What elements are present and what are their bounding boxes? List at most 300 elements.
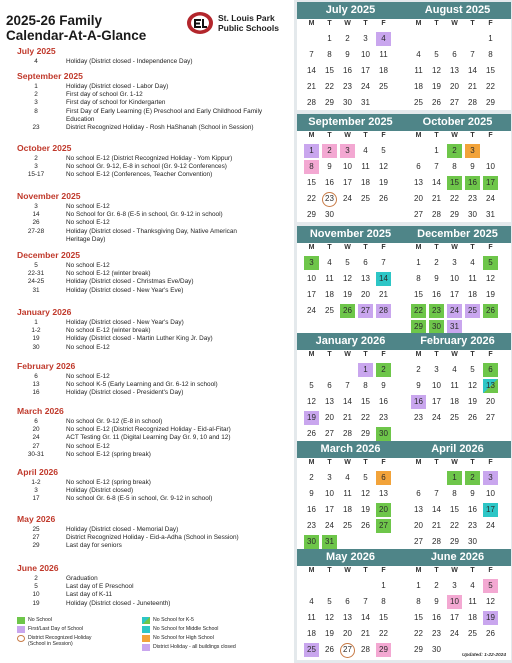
day-cell: 1 — [447, 471, 462, 485]
day-cell: 19 — [379, 178, 388, 187]
day-cell: 11 — [361, 162, 370, 171]
event-text: No school E-12 (Conferences, Teacher Convention) — [66, 171, 213, 179]
weekday-label: M — [308, 459, 315, 466]
legend-swatch — [142, 644, 150, 651]
day-cell: 2 — [345, 34, 350, 43]
day-cell: 23 — [343, 82, 352, 91]
weekday-label: M — [308, 567, 315, 574]
day-cell: 9 — [470, 162, 475, 171]
event-text: No school E-12 — [66, 343, 110, 351]
day-cell: 18 — [343, 505, 352, 514]
day-cell: 10 — [450, 274, 459, 283]
day-cell: 25 — [450, 413, 459, 422]
day-cell: 2 — [465, 471, 480, 485]
event-date: 17 — [32, 495, 40, 503]
day-cell: 5 — [309, 381, 314, 390]
day-cell: 9 — [434, 597, 439, 606]
day-cell: 12 — [307, 397, 316, 406]
event-text: Holiday (District closed - Independence Day) — [66, 58, 193, 65]
weekday-label: F — [488, 351, 493, 358]
day-cell: 30 — [343, 98, 352, 107]
title-line-2: Calendar-At-A-Glance — [6, 28, 147, 43]
day-cell: 7 — [381, 258, 386, 267]
month-heading: October 2025 — [17, 143, 72, 153]
day-cell: 13 — [379, 489, 388, 498]
day-cell: 25 — [304, 643, 319, 657]
day-cell: 22 — [325, 82, 334, 91]
day-cell: 29 — [486, 98, 495, 107]
day-cell: 26 — [432, 98, 441, 107]
legend-label — [28, 626, 83, 632]
day-cell: 16 — [468, 505, 477, 514]
event-text: Last day of E Preschool — [66, 583, 134, 591]
day-cell: 3 — [434, 365, 439, 374]
day-cell: 3 — [363, 34, 368, 43]
day-cell: 23 — [322, 192, 337, 206]
month-header: November 2025 — [297, 226, 404, 243]
weekday-row — [297, 567, 404, 577]
day-cell: 30 — [432, 645, 441, 654]
day-cell: 8 — [363, 381, 368, 390]
day-cell: 20 — [414, 194, 423, 203]
day-cell: 17 — [325, 505, 334, 514]
month-heading: September 2025 — [17, 71, 83, 81]
day-cell: 27 — [414, 210, 423, 219]
month-heading: April 2026 — [17, 467, 59, 477]
weekday-label: M — [415, 132, 422, 139]
day-cell: 4 — [327, 258, 332, 267]
legend-label — [28, 617, 52, 623]
day-cell: 10 — [432, 381, 441, 390]
event-date: 1 — [34, 319, 38, 326]
month-calendar — [404, 441, 511, 549]
legend — [0, 616, 292, 656]
day-cell: 14 — [432, 178, 441, 187]
day-cell: 25 — [379, 82, 388, 91]
day-cell: 23 — [414, 413, 423, 422]
day-cell: 3 — [483, 471, 498, 485]
day-cell: 13 — [343, 613, 352, 622]
day-cell: 29 — [361, 429, 370, 438]
event-date: 8 — [34, 107, 38, 115]
month-calendar — [297, 226, 404, 334]
month-header: July 2025 — [297, 2, 404, 19]
day-cell: 19 — [325, 629, 334, 638]
event-text: Holiday (District closed - Martin Luther King Jr. Day) — [66, 335, 213, 343]
day-cell: 12 — [486, 274, 495, 283]
event-text: No school E-12 — [66, 262, 110, 269]
event-date: 6 — [34, 418, 38, 425]
weekday-label: W — [344, 567, 351, 574]
weekday-label: T — [470, 351, 475, 358]
day-cell: 8 — [416, 274, 421, 283]
day-cell: 19 — [483, 611, 498, 625]
day-cell: 18 — [468, 290, 477, 299]
day-cell: 28 — [307, 98, 316, 107]
event-text: No school E-12 (District Recognized Holiday - Yom Kippur) — [66, 155, 233, 162]
day-cell: 3 — [452, 258, 457, 267]
day-cell: 10 — [325, 489, 334, 498]
day-cell: 6 — [327, 381, 332, 390]
day-cell: 1 — [304, 144, 319, 158]
weekday-label: M — [415, 20, 422, 27]
weekday-label: F — [381, 132, 386, 139]
legend-label — [153, 635, 214, 641]
weekday-label: T — [434, 459, 439, 466]
weekday-label: T — [434, 244, 439, 251]
day-cell: 3 — [304, 256, 319, 270]
day-cell: 16 — [307, 505, 316, 514]
day-cell: 21 — [307, 82, 316, 91]
day-cell: 4 — [416, 50, 421, 59]
day-cell: 11 — [343, 489, 352, 498]
day-cell: 6 — [376, 471, 391, 485]
day-cell: 15 — [361, 397, 370, 406]
day-cell: 19 — [343, 290, 352, 299]
day-cell: 16 — [379, 397, 388, 406]
weekday-row — [297, 459, 404, 469]
day-cell: 30 — [468, 537, 477, 546]
month-header: August 2025 — [404, 2, 511, 19]
day-cell: 24 — [432, 413, 441, 422]
day-cell: 17 — [307, 290, 316, 299]
weekday-label: F — [381, 20, 386, 27]
event-date: 30-31 — [27, 450, 45, 458]
month-header: January 2026 — [297, 333, 404, 350]
day-cell: 7 — [345, 381, 350, 390]
month-header: October 2025 — [404, 114, 511, 131]
day-cell: 7 — [434, 162, 439, 171]
day-cell: 19 — [468, 397, 477, 406]
day-cell: 29 — [325, 98, 334, 107]
day-cell: 21 — [379, 290, 388, 299]
day-cell: 24 — [486, 194, 495, 203]
weekday-label: F — [381, 351, 386, 358]
day-cell: 19 — [304, 411, 319, 425]
day-cell: 8 — [452, 162, 457, 171]
day-cell: 24 — [325, 521, 334, 530]
weekday-label: F — [381, 244, 386, 251]
weekday-label: T — [327, 351, 332, 358]
day-cell: 12 — [361, 489, 370, 498]
day-cell: 1 — [381, 581, 386, 590]
day-cell: 2 — [309, 473, 314, 482]
day-cell: 23 — [379, 413, 388, 422]
legend-label-line: No School — [28, 617, 52, 623]
day-cell: 4 — [309, 597, 314, 606]
day-cell: 2 — [376, 363, 391, 377]
legend-swatch — [17, 626, 25, 633]
day-cell: 7 — [309, 50, 314, 59]
day-cell: 3 — [465, 144, 480, 158]
day-cell: 21 — [432, 194, 441, 203]
day-cell: 9 — [416, 381, 421, 390]
event-date: 23 — [32, 124, 40, 131]
legend-label-line: No School for K-5 — [153, 617, 194, 623]
weekday-label: T — [434, 132, 439, 139]
event-text: No school E-12 — [66, 373, 110, 380]
event-text: Holiday (District closed - New Year's Eve) — [66, 286, 184, 294]
month-header: March 2026 — [297, 441, 404, 458]
weekday-label: T — [434, 20, 439, 27]
day-cell: 11 — [307, 613, 316, 622]
day-cell: 17 — [343, 178, 352, 187]
event-date: 2 — [34, 91, 38, 99]
day-cell: 11 — [468, 597, 477, 606]
legend-label-line: District Holiday - all buildings closed — [153, 644, 236, 650]
event-text: Holiday (District closed - Christmas Eve/Day) — [66, 278, 194, 286]
day-cell: 2 — [322, 144, 337, 158]
day-cell: 5 — [363, 473, 368, 482]
weekday-row — [404, 567, 511, 577]
event-date: 25 — [32, 526, 40, 533]
weekday-label: T — [327, 132, 332, 139]
day-cell: 1 — [488, 34, 493, 43]
weekday-label: W — [344, 459, 351, 466]
day-cell: 8 — [304, 160, 319, 174]
weekday-row — [297, 20, 404, 30]
day-cell: 8 — [416, 597, 421, 606]
weekday-row — [404, 244, 511, 254]
day-cell: 28 — [432, 537, 441, 546]
day-cell: 18 — [468, 613, 477, 622]
day-cell: 14 — [432, 505, 441, 514]
month-header: September 2025 — [297, 114, 404, 131]
day-cell: 24 — [447, 304, 462, 318]
day-cell: 31 — [361, 98, 370, 107]
day-cell: 28 — [343, 429, 352, 438]
day-cell: 18 — [307, 629, 316, 638]
weekday-label: W — [451, 132, 458, 139]
day-cell: 16 — [465, 176, 480, 190]
day-cell: 9 — [434, 274, 439, 283]
weekday-label: W — [451, 459, 458, 466]
day-cell: 16 — [411, 395, 426, 409]
day-cell: 4 — [470, 258, 475, 267]
day-cell: 12 — [379, 162, 388, 171]
day-cell: 17 — [450, 613, 459, 622]
legend-label — [28, 635, 91, 647]
day-cell: 23 — [307, 521, 316, 530]
weekday-label: T — [434, 351, 439, 358]
weekday-label: W — [451, 20, 458, 27]
day-cell: 31 — [447, 320, 462, 334]
day-cell: 15 — [414, 290, 423, 299]
day-cell: 2 — [416, 365, 421, 374]
weekday-label: M — [308, 132, 315, 139]
day-cell: 18 — [414, 82, 423, 91]
day-cell: 3 — [452, 581, 457, 590]
day-cell: 8 — [488, 50, 493, 59]
event-date: 27 — [32, 442, 40, 450]
day-cell: 4 — [452, 365, 457, 374]
day-cell: 8 — [381, 597, 386, 606]
day-cell: 10 — [307, 274, 316, 283]
day-cell: 29 — [450, 210, 459, 219]
day-cell: 19 — [432, 82, 441, 91]
event-date: 2 — [34, 155, 38, 162]
day-cell: 22 — [450, 194, 459, 203]
day-cell: 1 — [358, 363, 373, 377]
weekday-label: M — [308, 20, 315, 27]
legend-label-line: No School for Middle School — [153, 626, 219, 632]
legend-swatch — [17, 635, 25, 642]
day-cell: 24 — [343, 194, 352, 203]
day-cell: 28 — [376, 304, 391, 318]
weekday-label: T — [363, 20, 368, 27]
event-text: Holiday (District closed - President's Day) — [66, 389, 184, 397]
day-cell: 2 — [447, 144, 462, 158]
event-date: 27 — [32, 534, 40, 542]
month-calendar — [297, 333, 404, 441]
event-text: Education — [66, 115, 95, 123]
weekday-label: F — [381, 567, 386, 574]
day-cell: 23 — [468, 194, 477, 203]
day-cell: 3 — [340, 144, 355, 158]
event-date: 20 — [32, 426, 40, 434]
day-cell: 11 — [450, 381, 459, 390]
weekday-label: T — [327, 244, 332, 251]
weekday-label: T — [470, 132, 475, 139]
updated-note: Updated: 1-22-2024 — [462, 653, 506, 658]
month-calendar — [404, 333, 511, 441]
day-cell: 29 — [411, 320, 426, 334]
event-text: No school E-12 (winter break) — [66, 270, 151, 278]
day-cell: 30 — [376, 427, 391, 441]
weekday-label: T — [363, 132, 368, 139]
event-date: 3 — [34, 487, 38, 495]
weekday-row — [297, 244, 404, 254]
day-cell: 26 — [483, 304, 498, 318]
day-cell: 28 — [432, 210, 441, 219]
day-cell: 13 — [483, 379, 498, 393]
district-name-line-2: Public Schools — [218, 23, 279, 33]
weekday-label: F — [488, 20, 493, 27]
day-cell: 15 — [379, 613, 388, 622]
day-cell: 9 — [470, 489, 475, 498]
day-cell: 10 — [486, 162, 495, 171]
day-cell: 28 — [468, 98, 477, 107]
day-cell: 12 — [432, 66, 441, 75]
day-cell: 24 — [450, 629, 459, 638]
day-cell: 1 — [416, 258, 421, 267]
event-text: No school K-5 (Early Learning and Gr. 6-12 in school) — [66, 381, 218, 389]
event-date: 5 — [34, 262, 38, 269]
day-cell: 8 — [452, 489, 457, 498]
event-text: Heritage Day) — [66, 235, 106, 243]
day-cell: 15 — [414, 613, 423, 622]
event-date: 3 — [34, 99, 38, 107]
day-cell: 20 — [376, 503, 391, 517]
event-text: No school E-12 (spring break) — [66, 479, 151, 486]
weekday-label: F — [488, 567, 493, 574]
day-cell: 6 — [416, 162, 421, 171]
weekday-label: W — [451, 567, 458, 574]
event-text: Holiday (District closed) — [66, 487, 134, 495]
day-cell: 16 — [325, 178, 334, 187]
weekday-label: T — [470, 20, 475, 27]
day-cell: 29 — [450, 537, 459, 546]
day-cell: 26 — [340, 304, 355, 318]
day-cell: 12 — [468, 381, 477, 390]
day-cell: 20 — [361, 290, 370, 299]
day-cell: 9 — [381, 381, 386, 390]
day-cell: 16 — [343, 66, 352, 75]
day-cell: 6 — [363, 258, 368, 267]
day-cell: 6 — [452, 50, 457, 59]
day-cell: 24 — [361, 82, 370, 91]
event-date: 1 — [34, 83, 38, 90]
event-date: 1-2 — [31, 479, 41, 486]
day-cell: 20 — [486, 397, 495, 406]
event-date: 19 — [32, 335, 40, 343]
day-cell: 25 — [468, 629, 477, 638]
day-cell: 28 — [361, 645, 370, 654]
day-cell: 24 — [486, 521, 495, 530]
weekday-label: T — [363, 567, 368, 574]
month-heading: January 2026 — [17, 307, 72, 317]
day-cell: 20 — [343, 629, 352, 638]
weekday-label: W — [344, 20, 351, 27]
day-cell: 25 — [325, 306, 334, 315]
day-cell: 29 — [307, 210, 316, 219]
day-cell: 17 — [450, 290, 459, 299]
weekday-row — [404, 459, 511, 469]
day-cell: 22 — [486, 82, 495, 91]
event-date: 10 — [32, 591, 40, 599]
day-cell: 6 — [416, 489, 421, 498]
weekday-label: M — [415, 567, 422, 574]
day-cell: 20 — [325, 413, 334, 422]
day-cell: 8 — [327, 50, 332, 59]
day-cell: 13 — [414, 178, 423, 187]
weekday-label: M — [415, 459, 422, 466]
weekday-label: T — [470, 567, 475, 574]
day-cell: 24 — [307, 306, 316, 315]
day-cell: 21 — [468, 82, 477, 91]
day-cell: 5 — [381, 146, 386, 155]
weekday-row — [297, 351, 404, 361]
day-cell: 4 — [363, 146, 368, 155]
month-calendar — [404, 549, 511, 660]
weekday-label: T — [363, 459, 368, 466]
day-cell: 25 — [361, 194, 370, 203]
day-cell: 21 — [432, 521, 441, 530]
event-text: No school Gr. 6-8 (E-5 in school, Gr. 9-12 in school) — [66, 495, 213, 503]
day-cell: 16 — [432, 290, 441, 299]
event-text: No school E-12 (spring break) — [66, 450, 151, 458]
district-name-line-1: St. Louis Park — [218, 13, 275, 23]
weekday-label: F — [381, 459, 386, 466]
event-date: 3 — [34, 163, 38, 171]
day-cell: 23 — [432, 629, 441, 638]
event-date: 30 — [32, 343, 40, 351]
weekday-label: F — [488, 459, 493, 466]
legend-label-line: (School in Session) — [28, 641, 73, 647]
day-cell: 22 — [379, 629, 388, 638]
day-cell: 31 — [322, 535, 337, 549]
day-cell: 14 — [361, 613, 370, 622]
weekday-label: T — [363, 351, 368, 358]
weekday-label: W — [451, 244, 458, 251]
legend-label-line: District Recognized Holiday — [28, 635, 92, 641]
day-cell: 15 — [325, 66, 334, 75]
day-cell: 26 — [486, 629, 495, 638]
day-cell: 22 — [414, 629, 423, 638]
day-cell: 27 — [340, 643, 355, 657]
weekday-label: W — [451, 351, 458, 358]
day-cell: 15 — [307, 178, 316, 187]
